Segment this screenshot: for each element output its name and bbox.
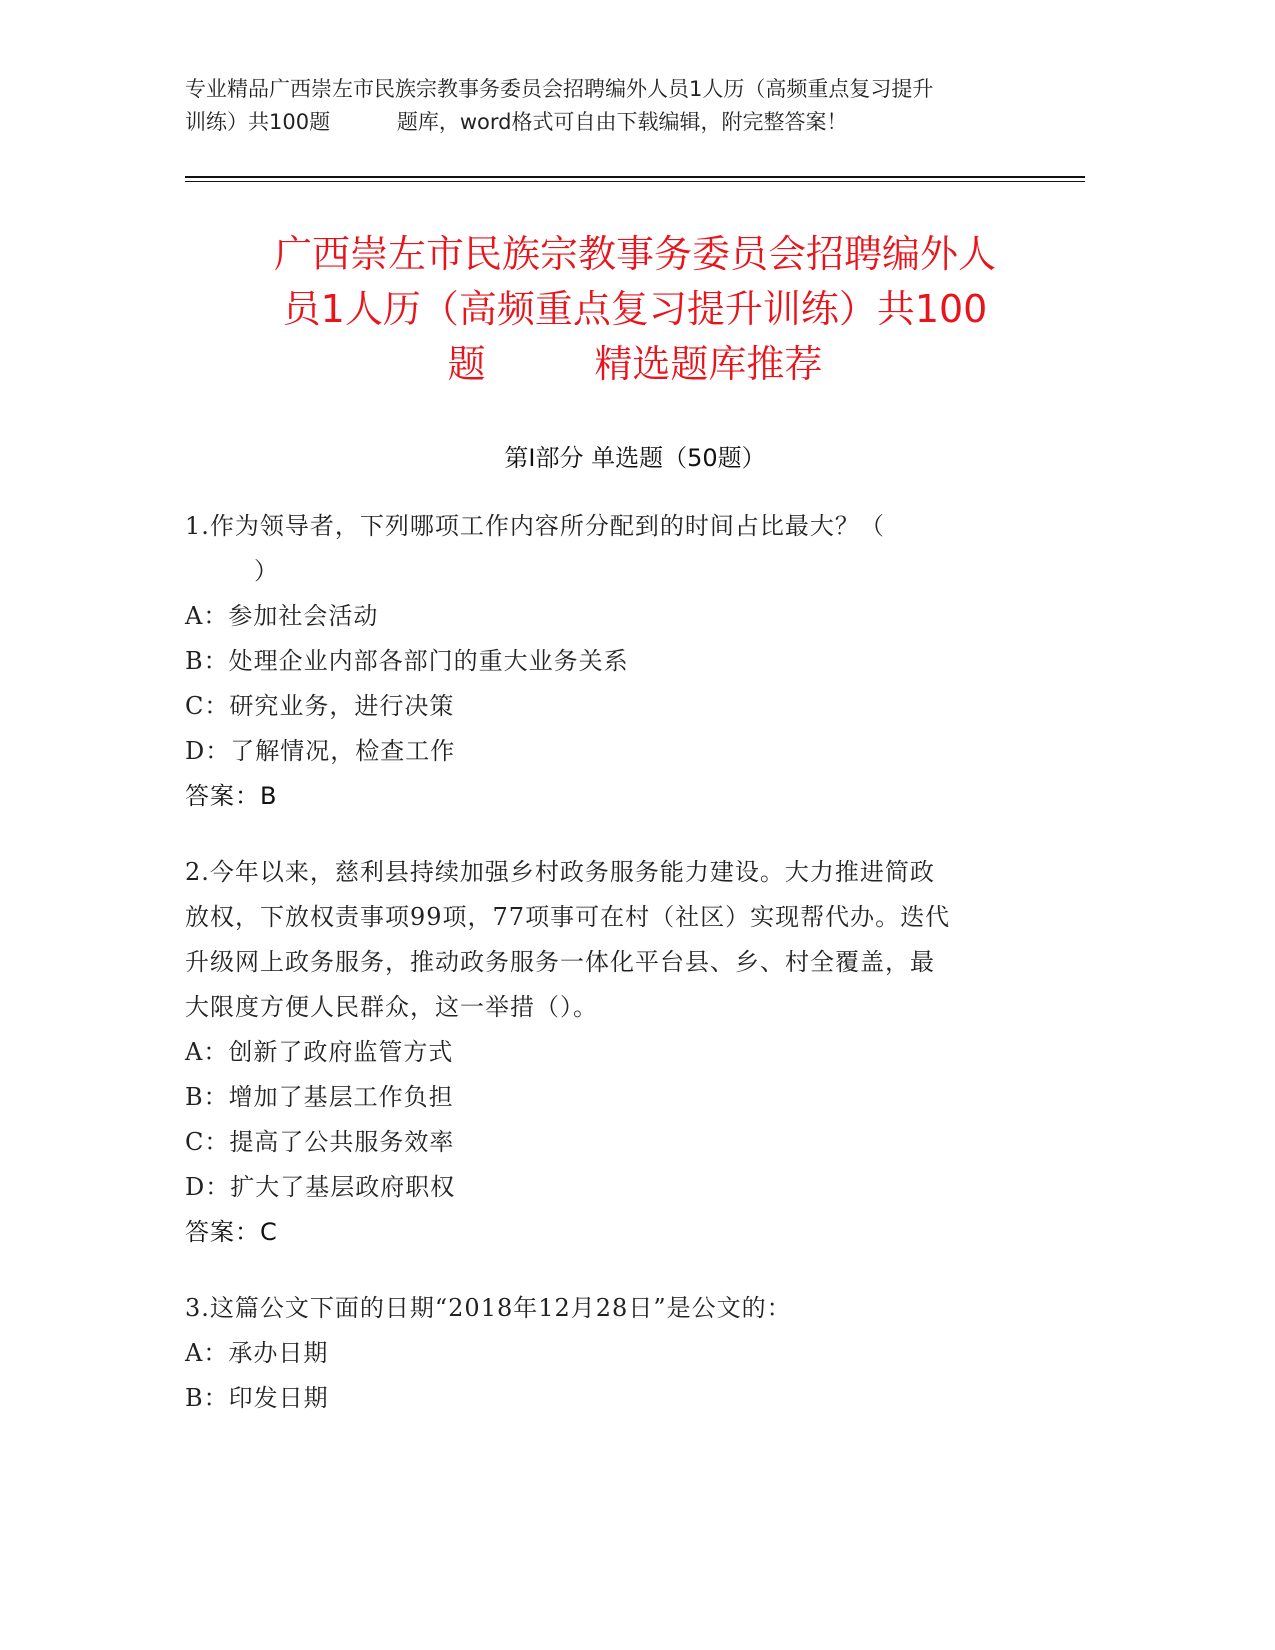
option-c: C：提高了公共服务效率 bbox=[185, 1128, 455, 1156]
question-text-line: 放权，下放权责事项99项，77项事可在村（社区）实现帮代办。迭代 bbox=[185, 903, 951, 931]
question-text bbox=[185, 1286, 1065, 1331]
question-3 bbox=[185, 1286, 1065, 1421]
option-d: D：扩大了基层政府职权 bbox=[185, 1173, 456, 1201]
option-a: A：参加社会活动 bbox=[185, 602, 379, 630]
answer: 答案：C bbox=[185, 1218, 278, 1246]
header-note-line: 专业精品广西崇左市民族宗教事务委员会招聘编外人员1人历（高频重点复习提升 bbox=[185, 77, 934, 101]
answer: 答案：B bbox=[185, 782, 278, 810]
header-note-line: 训练）共100题 题库，word格式可自由下载编辑，附完整答案！ bbox=[185, 110, 848, 134]
option-b: B：增加了基层工作负担 bbox=[185, 1083, 454, 1111]
header-note bbox=[185, 73, 1085, 139]
question-text-line: 3.这篇公文下面的日期“2018年12月28日”是公文的： bbox=[185, 1294, 792, 1322]
question-2 bbox=[185, 850, 1065, 1255]
option-c: C：研究业务，进行决策 bbox=[185, 692, 455, 720]
option-b: B：印发日期 bbox=[185, 1384, 329, 1412]
question-text bbox=[185, 504, 1065, 594]
option-b: B：处理企业内部各部门的重大业务关系 bbox=[185, 647, 629, 675]
option-d: D：了解情况，检查工作 bbox=[185, 737, 456, 765]
header-divider-thick bbox=[185, 176, 1085, 178]
question-text bbox=[185, 850, 1065, 1030]
question-text-line: 2.今年以来，慈利县持续加强乡村政务服务能力建设。大力推进简政 bbox=[185, 858, 935, 886]
option-a: A：承办日期 bbox=[185, 1339, 329, 1367]
question-text-line: 大限度方便人民群众，这一举措（）。 bbox=[185, 993, 598, 1021]
question-text-line: ） bbox=[185, 557, 280, 585]
question-text-line: 升级网上政务服务，推动政务服务一体化平台县、乡、村全覆盖，最 bbox=[185, 948, 935, 976]
section-heading: 第Ⅰ部分 单选题（50题） bbox=[504, 444, 766, 472]
document-title-line: 员1人历（高频重点复习提升训练）共100 bbox=[282, 287, 988, 331]
question-1 bbox=[185, 504, 1065, 819]
document-title-line: 题 精选题库推荐 bbox=[447, 342, 823, 386]
document-title bbox=[185, 227, 1085, 392]
option-a: A：创新了政府监管方式 bbox=[185, 1038, 454, 1066]
question-text-line: 1.作为领导者，下列哪项工作内容所分配到的时间占比最大？（ bbox=[185, 512, 885, 540]
header-divider-thin bbox=[185, 181, 1085, 182]
document-title-line: 广西崇左市民族宗教事务委员会招聘编外人 bbox=[273, 232, 996, 276]
